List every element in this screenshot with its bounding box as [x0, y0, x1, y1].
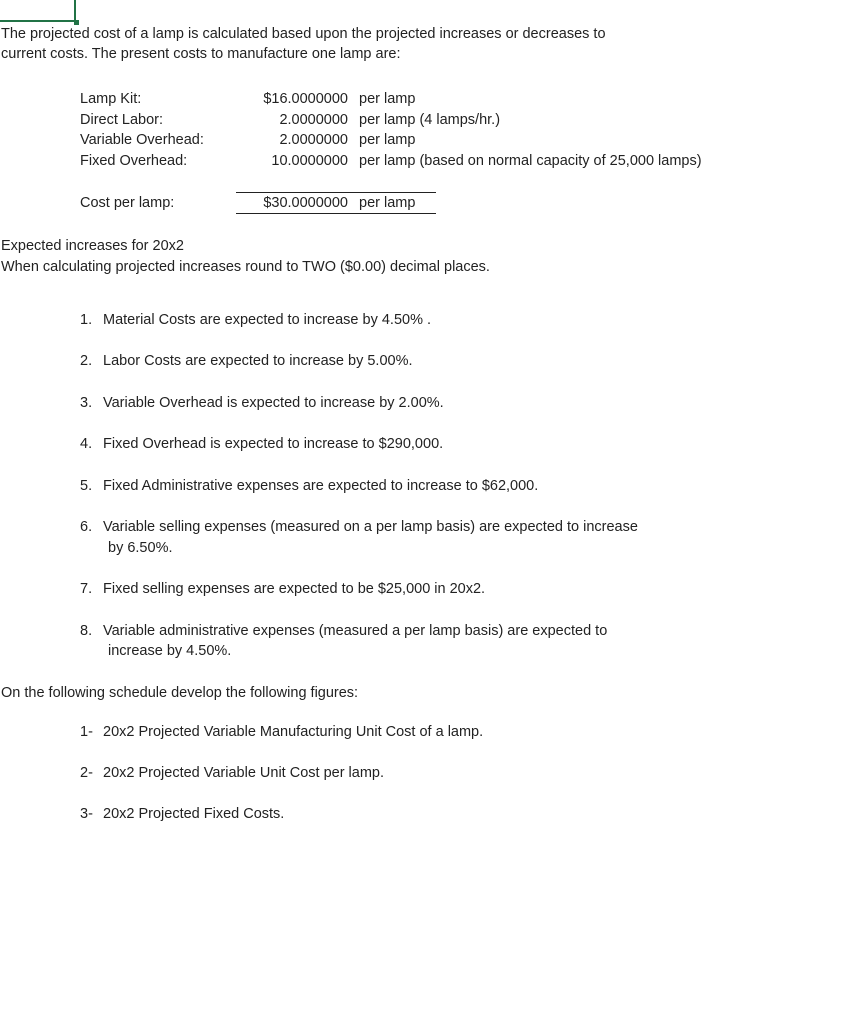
schedule-heading: On the following schedule develop the following figures:	[1, 685, 359, 701]
list-item: Fixed Overhead is expected to increase to $290,000.	[103, 436, 444, 452]
cost-label: Variable Overhead:	[80, 132, 204, 148]
list-number: 6.	[80, 519, 93, 535]
list-number: 5.	[80, 478, 93, 494]
list-item: Material Costs are expected to increase by 4.50% .	[103, 312, 432, 328]
cost-amount: 2.0000000	[279, 112, 348, 128]
cost-label: Lamp Kit:	[80, 91, 142, 107]
total-amount: $30.0000000	[263, 195, 348, 211]
schedule-item: 20x2 Projected Variable Manufacturing Unit Cost of a lamp.	[103, 724, 484, 740]
schedule-item: 20x2 Projected Variable Unit Cost per lamp.	[103, 765, 385, 781]
cost-label: Fixed Overhead:	[80, 153, 188, 169]
total-bottom-rule	[236, 213, 436, 214]
total-label: Cost per lamp:	[80, 195, 175, 211]
total-unit: per lamp	[359, 195, 416, 211]
list-item: Variable administrative expenses (measured a per lamp basis) are expected to	[103, 623, 608, 639]
intro-line-1: The projected cost of a lamp is calculated based upon the projected increases or decreases to	[1, 26, 606, 42]
cost-unit: per lamp (based on normal capacity of 25,000 lamps)	[359, 153, 702, 169]
cost-unit: per lamp	[359, 91, 416, 107]
list-item: Fixed selling expenses are expected to be $25,000 in 20x2.	[103, 581, 486, 597]
schedule-number: 1-	[80, 724, 93, 740]
schedule-number: 2-	[80, 765, 93, 781]
rounding-note: When calculating projected increases round to TWO ($0.00) decimal places.	[1, 259, 490, 275]
expected-heading: Expected increases for 20x2	[1, 238, 184, 254]
list-number: 1.	[80, 312, 93, 328]
list-item-continuation: by 6.50%.	[108, 540, 173, 556]
list-item: Fixed Administrative expenses are expected to increase to $62,000.	[103, 478, 539, 494]
selected-cell-border[interactable]	[0, 0, 76, 22]
cost-amount: 10.0000000	[271, 153, 348, 169]
fill-handle[interactable]	[74, 20, 79, 25]
cost-label: Direct Labor:	[80, 112, 164, 128]
list-number: 4.	[80, 436, 93, 452]
schedule-item: 20x2 Projected Fixed Costs.	[103, 806, 285, 822]
list-number: 7.	[80, 581, 93, 597]
list-item: Variable selling expenses (measured on a per lamp basis) are expected to increase	[103, 519, 638, 535]
cost-unit: per lamp (4 lamps/hr.)	[359, 112, 501, 128]
cost-amount: $16.0000000	[263, 91, 348, 107]
list-item: Variable Overhead is expected to increase by 2.00%.	[103, 395, 444, 411]
total-top-rule	[236, 192, 436, 193]
list-number: 3.	[80, 395, 93, 411]
list-item: Labor Costs are expected to increase by 5.00%.	[103, 353, 413, 369]
cost-amount: 2.0000000	[279, 132, 348, 148]
cost-unit: per lamp	[359, 132, 416, 148]
schedule-number: 3-	[80, 806, 93, 822]
list-number: 2.	[80, 353, 93, 369]
intro-line-2: current costs. The present costs to manufacture one lamp are:	[1, 46, 401, 62]
list-item-continuation: increase by 4.50%.	[108, 643, 232, 659]
list-number: 8.	[80, 623, 93, 639]
